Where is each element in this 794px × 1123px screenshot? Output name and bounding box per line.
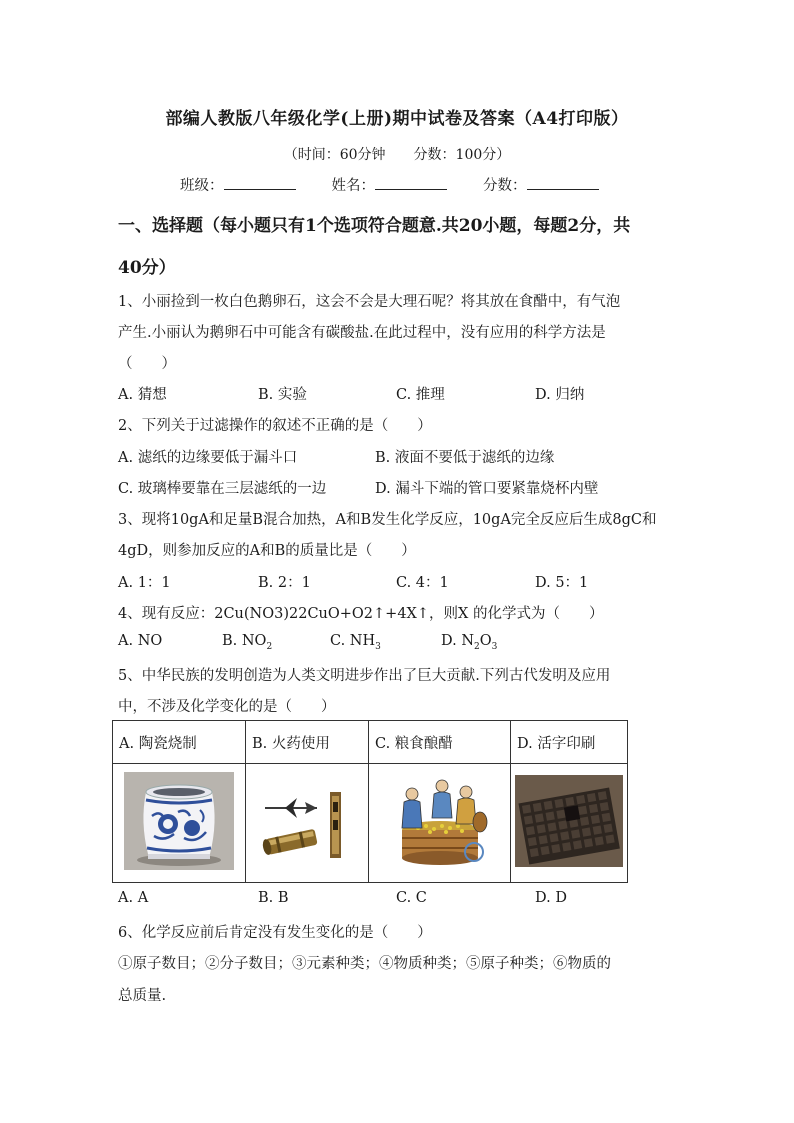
q4-option-a[interactable]: A. NO xyxy=(118,633,163,649)
page-title: 部编人教版八年级化学(上册)期中试卷及答案（A4打印版） xyxy=(165,109,629,129)
q4-option-b-sub: 2 xyxy=(266,641,273,652)
q5-line1: 5、中华民族的发明创造为人类文明进步作出了巨大贡献.下列古代发明及应用 xyxy=(118,668,611,684)
q6-line2: ①原子数目；②分子数目；③元素种类；④物质种类；⑤原子种类；⑥物质的 xyxy=(118,956,611,972)
q4-option-c[interactable] xyxy=(330,633,381,652)
q1-line2: 产生.小丽认为鹅卵石中可能含有碳酸盐.在此过程中，没有应用的科学方法是 xyxy=(118,325,606,341)
q4-option-d-mid: O xyxy=(479,633,492,649)
q5-header-d: D. 活字印刷 xyxy=(511,721,628,764)
q1-option-c[interactable]: C. 推理 xyxy=(396,387,445,403)
q1-line3: （ ） xyxy=(118,356,176,372)
exam-time-score: （时间：60分钟 分数：100分） xyxy=(283,147,511,163)
q5-option-a[interactable]: A. A xyxy=(118,890,149,906)
q1-option-d[interactable]: D. 归纳 xyxy=(535,387,585,403)
q5-option-c[interactable]: C. C xyxy=(396,890,427,906)
q5-image-cell-d xyxy=(511,764,628,883)
q1-option-a[interactable]: A. 猜想 xyxy=(118,387,167,403)
q2-stem: 2、下列关于过滤操作的叙述不正确的是（ ） xyxy=(118,418,432,434)
q4-option-b-text: B. NO xyxy=(222,633,267,649)
gunpowder-rocket-image xyxy=(257,772,357,870)
porcelain-jar-image xyxy=(124,772,234,870)
q5-invention-table xyxy=(112,720,628,883)
q4-option-c-text: C. NH xyxy=(330,633,376,649)
section-heading-line1: 一、选择题（每小题只有1个选项符合题意.共20小题，每题2分，共 xyxy=(118,216,631,236)
q5-header-b: B. 火药使用 xyxy=(246,721,369,764)
q4-option-b[interactable] xyxy=(222,633,272,652)
q5-line2: 中，不涉及化学变化的是（ ） xyxy=(118,699,336,715)
class-blank[interactable] xyxy=(224,174,296,190)
q5-image-cell-c xyxy=(369,764,511,883)
q4-option-d-sub2: 3 xyxy=(491,641,498,652)
q3-line2: 4gD，则参加反应的A和B的质量比是（ ） xyxy=(118,543,416,559)
q4-option-d-sub1: 2 xyxy=(474,641,480,652)
q3-option-d[interactable]: D. 5：1 xyxy=(535,575,589,591)
class-label: 班级： xyxy=(180,178,224,194)
name-blank[interactable] xyxy=(375,174,447,190)
q3-option-c[interactable]: C. 4：1 xyxy=(396,575,449,591)
q5-option-d[interactable]: D. D xyxy=(535,890,567,906)
q6-line3: 总质量. xyxy=(118,988,167,1004)
vinegar-brewing-image xyxy=(390,772,490,870)
q2-option-d[interactable]: D. 漏斗下端的管口要紧靠烧杯内壁 xyxy=(375,481,599,497)
q4-option-d[interactable] xyxy=(441,633,497,652)
movable-type-image xyxy=(515,775,623,867)
student-info-fields xyxy=(180,174,599,195)
name-label: 姓名： xyxy=(331,178,375,194)
q5-image-cell-b xyxy=(246,764,369,883)
score-label: 分数： xyxy=(483,178,527,194)
q2-option-c[interactable]: C. 玻璃棒要靠在三层滤纸的一边 xyxy=(118,481,327,497)
q1-line1: 1、小丽捡到一枚白色鹅卵石，这会不会是大理石呢？将其放在食醋中，有气泡 xyxy=(118,294,621,310)
q1-option-b[interactable]: B. 实验 xyxy=(258,387,307,403)
q5-table-image-row xyxy=(113,764,628,883)
q3-option-b[interactable]: B. 2：1 xyxy=(258,575,311,591)
q5-header-c: C. 粮食酿醋 xyxy=(369,721,511,764)
q2-option-b[interactable]: B. 液面不要低于滤纸的边缘 xyxy=(375,450,555,466)
q2-option-a[interactable]: A. 滤纸的边缘要低于漏斗口 xyxy=(118,450,298,466)
q4-option-c-sub: 3 xyxy=(375,641,381,652)
score-blank[interactable] xyxy=(527,174,599,190)
q3-option-a[interactable]: A. 1：1 xyxy=(118,575,171,591)
section-heading-line2: 40分） xyxy=(118,258,176,278)
q4-stem: 4、现有反应：2Cu(NO3)22CuO+O2↑+4X↑，则X 的化学式为（ ） xyxy=(118,606,604,622)
q4-option-d-text: D. N xyxy=(441,633,475,649)
q3-line1: 3、现将10gA和足量B混合加热，A和B发生化学反应，10gA完全反应后生成8gC和 xyxy=(118,512,657,528)
q6-stem: 6、化学反应前后肯定没有发生变化的是（ ） xyxy=(118,925,432,941)
q5-table-header-row xyxy=(113,721,628,764)
q5-image-cell-a xyxy=(113,764,246,883)
q5-option-b[interactable]: B. B xyxy=(258,890,289,906)
q5-header-a: A. 陶瓷烧制 xyxy=(113,721,246,764)
